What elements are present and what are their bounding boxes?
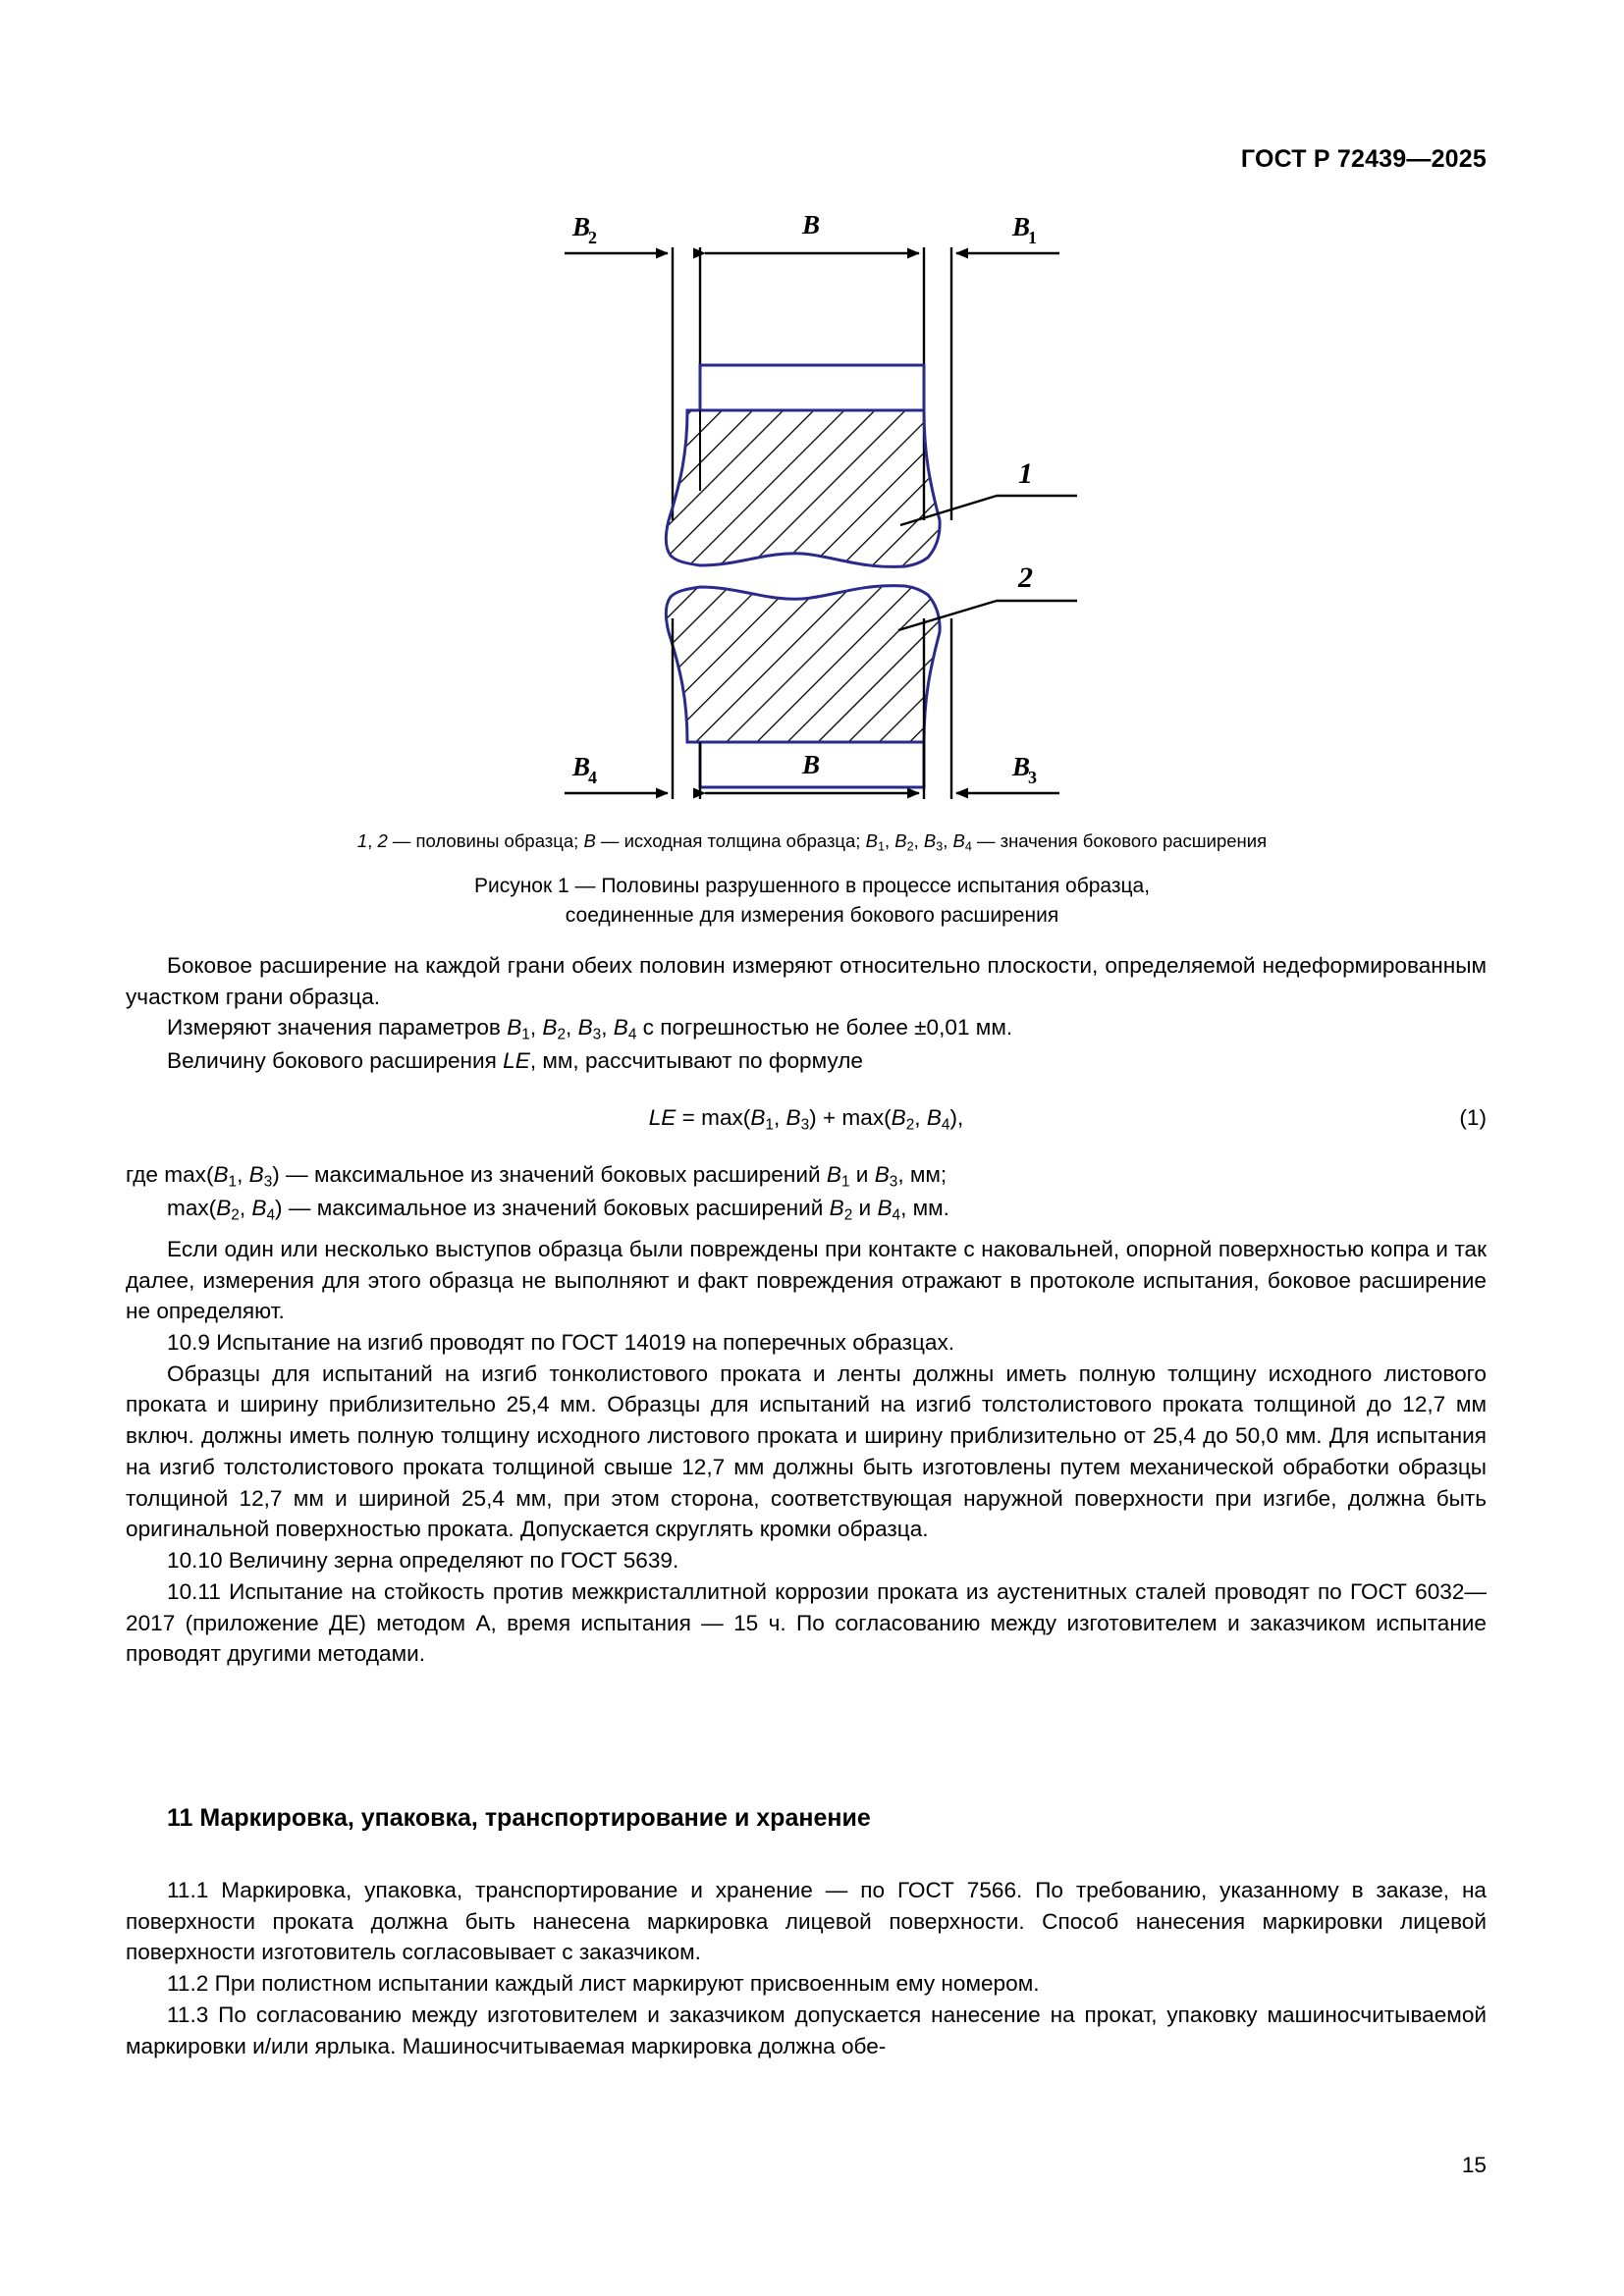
- clause-11-2: 11.2 При полистном испытании каждый лист маркируют присвоенным ему номером.: [167, 1971, 1040, 1997]
- svg-text:B: B: [802, 210, 821, 240]
- paragraph-measure-parameters: Измеряют значения параметров $B_1$, $B_2$, $B_3$, $B_4$ с погрешностью не более ±0,01 мм.: [167, 1015, 1013, 1043]
- paragraph-lateral-expansion: Боковое расширение на каждой грани обеих половин измеряют относительно плоскости, определяемой недеформированным участком грани образца.: [126, 953, 1487, 1009]
- body-text-block: [126, 950, 1487, 1670]
- specimen-halves-drawing: [508, 196, 1116, 805]
- formula-1-number: (1): [1459, 1105, 1487, 1131]
- formula-intro-suffix: , мм, рассчитывают по формуле: [529, 1048, 863, 1074]
- svg-text:B: B: [572, 752, 591, 781]
- clause-10-10: 10.10 Величину зерна определяют по ГОСТ 5639.: [167, 1548, 679, 1574]
- formula-intro-prefix: Величину бокового расширения: [167, 1048, 504, 1074]
- svg-text:B: B: [572, 212, 591, 241]
- svg-text:3: 3: [1028, 768, 1037, 787]
- where-label: где: [126, 1161, 158, 1187]
- paragraph-bend-test-specimens: Образцы для испытаний на изгиб тонколистового проката и ленты должны иметь полную толщину исходного листового проката и ширину приблизительно 25,4 мм. Образцы для испытаний на изгиб толстолистового проката толщиной до 12,7 мм включ. должны иметь полную толщину исходного листового проката и ширину приблизительно от 25,4 до 50,0 мм. Для испытания на изгиб толстолистового проката толщиной свыше 12,7 мм должны быть изготовлены путем механической обработки образцы толщиной 12,7 мм и шириной 25,4 мм, при этом сторона, соответствующая наружной поверхности при изгибе, должна быть оригинальной поверхностью проката. Допускается скруглять кромки образца.: [126, 1361, 1487, 1542]
- paragraph-formula-intro: [126, 1045, 1487, 1077]
- measure-prefix: Измеряют значения параметров: [167, 1015, 508, 1041]
- figure-1-diagram: [0, 196, 1624, 805]
- page-header-standard-id: ГОСТ Р 72439—2025: [1240, 145, 1487, 173]
- clause-10-11: 10.11 Испытание на стойкость против межкристаллитной коррозии проката из аустенитных сталей проводят по ГОСТ 6032—2017 (приложение ДЕ) методом А, время испытания — 15 ч. По согласованию между изготовителем и заказчиком испытание проводят другими методами.: [126, 1578, 1487, 1667]
- measure-suffix: с погрешностью не более ±0,01 мм.: [636, 1015, 1013, 1041]
- page-number: 15: [1461, 2153, 1487, 2177]
- clause-11-3: 11.3 По согласованию между изготовителем и заказчиком допускается нанесение на прокат, упаковку машиносчитываемой маркировки и/или ярлыка. Машиносчитываемая маркировка должна обе-: [126, 2002, 1487, 2058]
- svg-text:B: B: [1012, 212, 1031, 241]
- section-11-body: [126, 1875, 1487, 2061]
- clause-10-9: 10.9 Испытание на изгиб проводят по ГОСТ 14019 на поперечных образцах.: [167, 1329, 955, 1355]
- formula-1-row: [126, 1102, 1487, 1136]
- formula-variable-le: LE: [503, 1048, 530, 1074]
- svg-text:2: 2: [1018, 561, 1033, 594]
- svg-text:1: 1: [1018, 457, 1033, 490]
- formula-1-expression: LE = $\max(B_1$, $B_3) + \max(B_2$, $B_4$),: [648, 1105, 964, 1134]
- definition-max-b1-b3: где $\max(B_1$, $B_3$) — максимальное из значений боковых расширений $B_1$ и $B_3$, мм;: [126, 1161, 947, 1191]
- figure-title-line-1: Рисунок 1 — Половины разрушенного в процессе испытания образца,: [473, 875, 1151, 897]
- definition-max-b2-b4: $\max(B_2$, $B_4$) — максимальное из значений боковых расширений $B_2$ и $B_4$, мм.: [167, 1195, 949, 1224]
- paragraph-damaged-specimen: Если один или несколько выступов образца были повреждены при контакте с наковальней, опорной поверхностью копра и так далее, измерения для этого образца не выполняют и факт повреждения отражают в протоколе испытания, боковое расширение не определяют.: [126, 1236, 1487, 1324]
- figure-legend: 1, 2 — половины образца; B — исходная толщина образца; $B_1$, $B_2$, $B_3$, $B_4$ — значения бокового расширения: [356, 830, 1268, 854]
- svg-text:2: 2: [588, 228, 597, 247]
- svg-text:1: 1: [1028, 228, 1037, 247]
- figure-title: [137, 872, 1487, 932]
- clause-11-1: 11.1 Маркировка, упаковка, транспортирование и хранение — по ГОСТ 7566. По требованию, указанному в заказе, на поверхности проката должна быть нанесена маркировка лицевой поверхности. Способ нанесения маркировки лицевой поверхности изготовитель согласовывает с заказчиком.: [126, 1878, 1487, 1965]
- formula-definitions: [126, 1159, 1487, 1226]
- svg-text:B: B: [802, 750, 821, 779]
- section-11-heading: 11 Маркировка, упаковка, транспортирование и хранение: [167, 1804, 871, 1832]
- svg-text:4: 4: [588, 768, 597, 787]
- svg-text:B: B: [1012, 752, 1031, 781]
- figure-title-line-2: соединенные для измерения бокового расширения: [565, 904, 1059, 928]
